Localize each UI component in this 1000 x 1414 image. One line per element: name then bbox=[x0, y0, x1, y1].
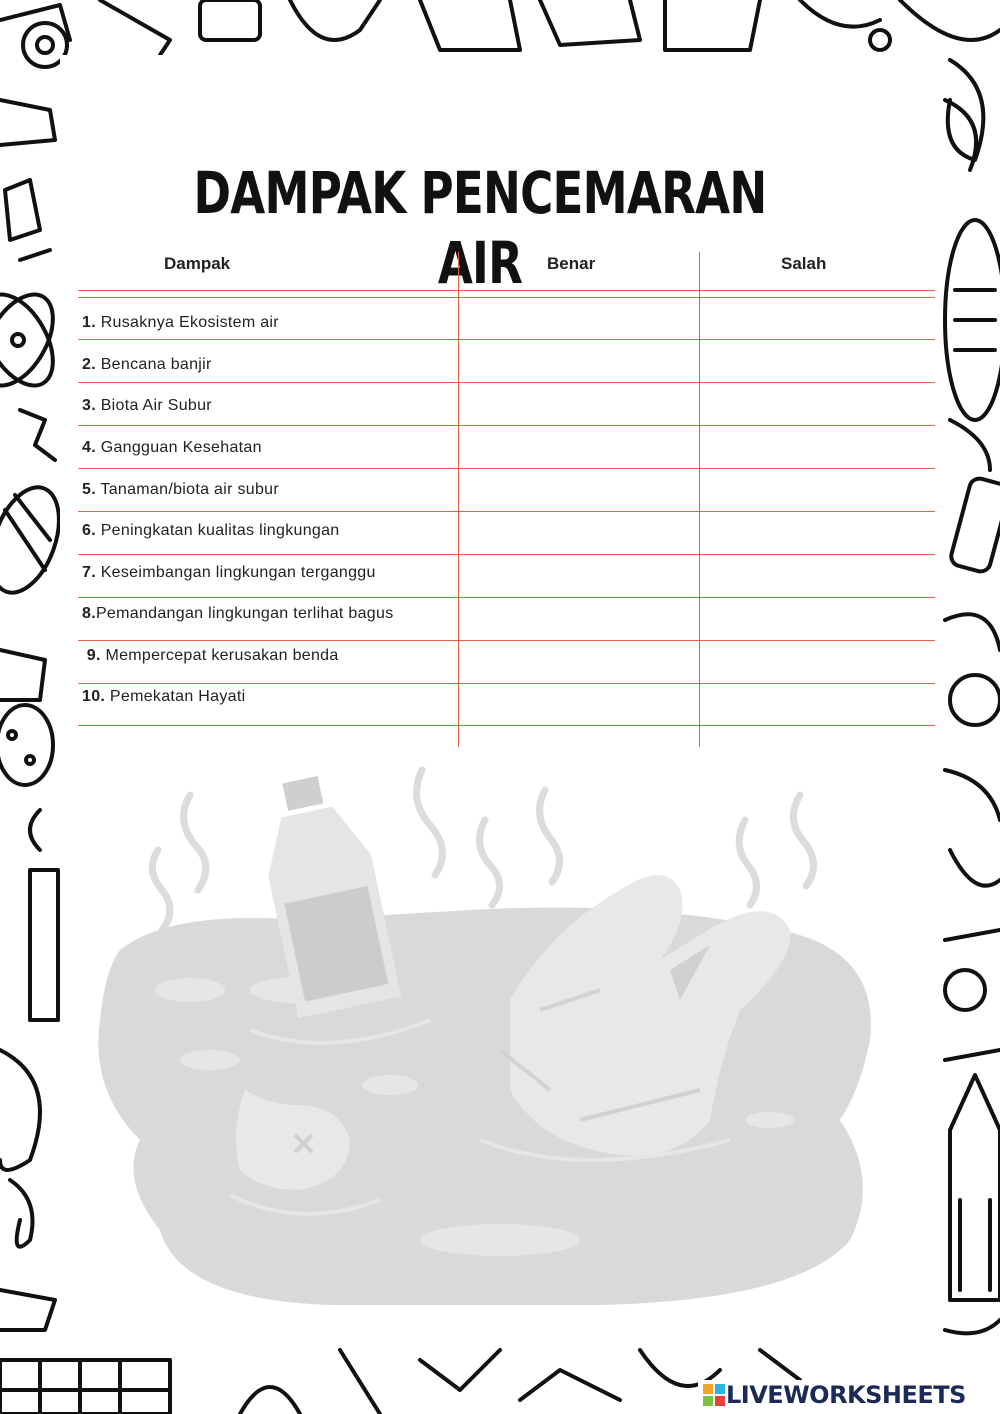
row-label: Tanaman/biota air subur bbox=[95, 481, 279, 498]
answer-cell-benar[interactable] bbox=[460, 341, 698, 381]
answer-cell-salah[interactable] bbox=[701, 470, 934, 510]
answer-cell-salah[interactable] bbox=[701, 384, 934, 424]
column-header-dampak: Dampak bbox=[164, 254, 231, 273]
row-label: Mempercepat kerusakan benda bbox=[100, 647, 339, 664]
table-row bbox=[82, 314, 279, 332]
table-rule bbox=[78, 382, 935, 383]
answer-cell-benar[interactable] bbox=[460, 556, 698, 596]
row-label: Biota Air Subur bbox=[95, 397, 212, 414]
table-row bbox=[82, 688, 245, 706]
answer-cell-benar[interactable] bbox=[460, 384, 698, 424]
table-row bbox=[82, 647, 339, 665]
answer-cell-salah[interactable] bbox=[701, 299, 934, 339]
row-label: Keseimbangan lingkungan terganggu bbox=[95, 564, 376, 581]
table-rule bbox=[78, 511, 935, 512]
table-row bbox=[82, 522, 340, 540]
answer-cell-benar[interactable] bbox=[460, 470, 698, 510]
row-number: 4. bbox=[82, 439, 96, 456]
row-number: 2. bbox=[82, 356, 96, 373]
table-rule bbox=[78, 554, 935, 555]
table-row bbox=[82, 481, 279, 499]
table-rule bbox=[78, 339, 935, 340]
table-row bbox=[82, 605, 394, 623]
answer-cell-benar[interactable] bbox=[460, 299, 698, 339]
answer-cell-salah[interactable] bbox=[701, 642, 934, 682]
row-number: 7. bbox=[82, 564, 96, 581]
answer-cell-benar[interactable] bbox=[460, 513, 698, 553]
row-number: 5. bbox=[82, 481, 96, 498]
answer-cell-benar[interactable] bbox=[460, 599, 698, 639]
answer-cell-benar[interactable] bbox=[460, 642, 698, 682]
answer-cell-salah[interactable] bbox=[701, 513, 934, 553]
table-rule bbox=[78, 425, 935, 426]
page-title: DAMPAK PENCEMARAN AIR bbox=[193, 159, 767, 297]
logo-text: LIVEWORKSHEETS bbox=[726, 1381, 966, 1409]
answer-cell-benar[interactable] bbox=[460, 685, 698, 725]
row-label: Gangguan Kesehatan bbox=[95, 439, 262, 456]
answer-cell-salah[interactable] bbox=[701, 556, 934, 596]
column-header-salah: Salah bbox=[781, 254, 827, 273]
table-rule bbox=[78, 640, 935, 641]
row-label: Pemandangan lingkungan terlihat bagus bbox=[95, 605, 394, 622]
row-label: Bencana banjir bbox=[95, 356, 212, 373]
row-label: Peningkatan kualitas lingkungan bbox=[95, 522, 340, 539]
answer-cell-benar[interactable] bbox=[460, 427, 698, 467]
answer-cell-salah[interactable] bbox=[701, 427, 934, 467]
table-row bbox=[82, 397, 212, 415]
table-rule bbox=[78, 597, 935, 598]
table-row bbox=[82, 564, 376, 582]
column-header-benar: Benar bbox=[547, 254, 596, 273]
answer-cell-salah[interactable] bbox=[701, 599, 934, 639]
table-rule bbox=[78, 683, 935, 684]
odor-wavy-lines bbox=[152, 770, 813, 930]
liveworksheets-logo-icon bbox=[702, 1383, 726, 1407]
table-rule bbox=[78, 725, 935, 726]
row-number: 8. bbox=[82, 605, 96, 622]
answer-cell-salah[interactable] bbox=[701, 685, 934, 725]
column-divider bbox=[458, 252, 459, 747]
row-label: Rusaknya Ekosistem air bbox=[95, 314, 279, 331]
table-row bbox=[82, 356, 212, 374]
liveworksheets-logo bbox=[698, 1380, 970, 1410]
table-rule bbox=[78, 468, 935, 469]
row-number: 1. bbox=[82, 314, 96, 331]
row-number: 10. bbox=[82, 688, 106, 705]
row-label: Pemekatan Hayati bbox=[105, 688, 246, 705]
row-number: 9. bbox=[82, 647, 101, 664]
answer-cell-salah[interactable] bbox=[701, 341, 934, 381]
table-rule bbox=[78, 290, 935, 291]
column-divider bbox=[699, 252, 700, 747]
table-rule bbox=[78, 297, 935, 298]
table-row bbox=[82, 439, 262, 457]
row-number: 3. bbox=[82, 397, 96, 414]
row-number: 6. bbox=[82, 522, 96, 539]
polluted-water-illustration bbox=[80, 760, 900, 1320]
